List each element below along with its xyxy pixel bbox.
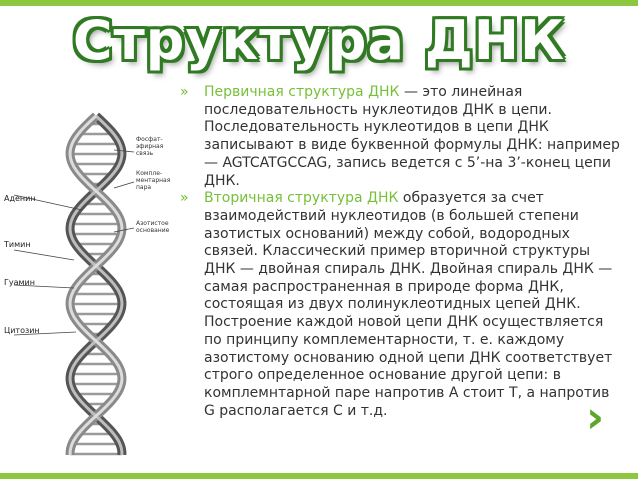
- text-secondary-structure: образуется за счет взаимодействий нуклеотидов (в большей степени азотистых оснований) между собой, водородных связей. Классический пример вторичной структуры ДНК — двойная спираль ДНК. Двойная спираль ДНК — самая распространенная в природе форма ДНК, состоящая из двух полинуклеотидных цепей ДНК. Построение каждой новой цепи ДНК осуществляется по принципу комплементарности, т. е. каждому азотистому основанию одной цепи ДНК соответствует строго определенное основание другой цепи: в комплемнтарной паре напротив А стоит Т, а напротив G располагается С и т.д.: [204, 190, 613, 419]
- slide-title: Структура ДНК: [72, 9, 566, 72]
- term-secondary-structure: Вторичная структура ДНК: [204, 190, 399, 207]
- bullet-marker: »: [180, 190, 189, 207]
- pointer-thymine: [14, 250, 74, 260]
- bullet-secondary-structure: [178, 190, 624, 420]
- label-phosphate-bond: Фосфат- эфирная связь: [136, 136, 164, 157]
- bottom-accent-stripe: [0, 473, 638, 479]
- bullet-marker: »: [180, 84, 189, 100]
- label-adenine: Аденин: [4, 194, 36, 203]
- pointer-pair: [114, 182, 134, 188]
- label-nitrogen-base: Азотистое основание: [136, 220, 170, 234]
- term-primary-structure: Первичная структура ДНК: [204, 84, 400, 100]
- label-cytosine: Цитозин: [4, 326, 40, 335]
- dna-helix-figure: [4, 110, 184, 462]
- text-primary-structure: — это линейная последовательность нуклеотидов ДНК в цепи. Последовательность нуклеотидов в цепи ДНК записывают в виде буквенной формулы ДНК: например — AGTCATGCCAG, запись ведется с 5’-на 3’-конец цепи ДНК.: [204, 84, 620, 189]
- label-thymine: Тимин: [4, 240, 31, 249]
- bullet-primary-structure: [178, 84, 624, 190]
- slide-body: [178, 84, 624, 420]
- label-guanine: Гуамин: [4, 278, 35, 287]
- label-complementary-pair: Компле- ментарная пара: [136, 170, 171, 191]
- next-slide-chevron-icon[interactable]: ›: [586, 392, 605, 443]
